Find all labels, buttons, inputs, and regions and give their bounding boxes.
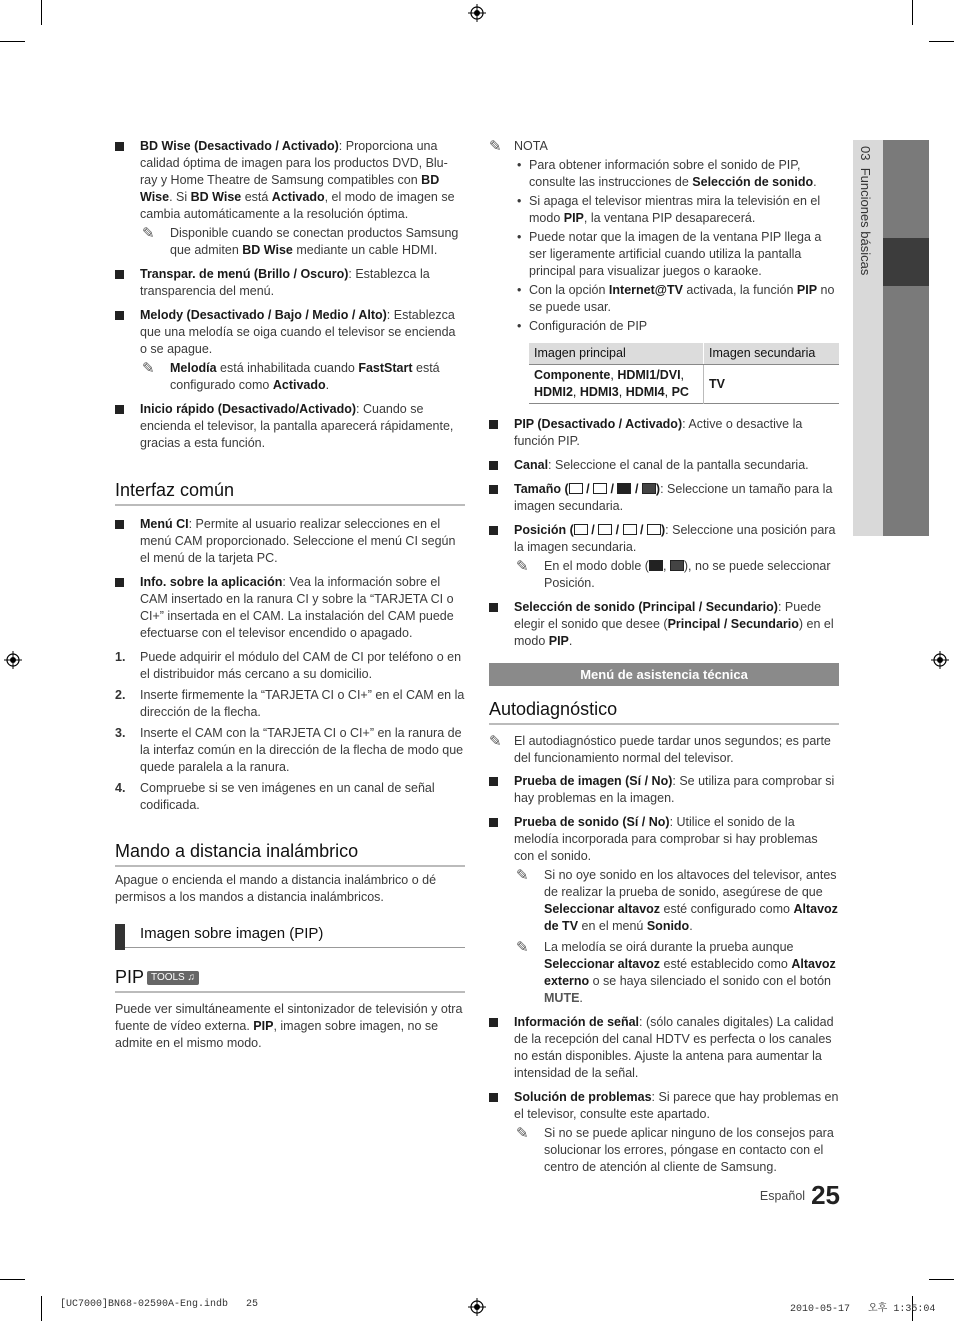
page-number: 25 [811,1180,840,1210]
pip-double-icon [617,483,631,494]
list-item: Info. sobre la aplicación: Vea la información sobre el CAM insertado en la ranura CI y sobre la “TARJETA CI o CI+” insertada en el CAM. La instalación del CAM puede efectuarse con el televisor encendido o apagado. [115,574,465,642]
list-item: Posición ( / / / ): Seleccione una posición para la imagen secundaria. ✎ En el modo doble ( , ), no se puede seleccionar Posición. [489,522,839,592]
paragraph: Puede ver simultáneamente el sintonizador de televisión y otra fuente de vídeo externa. PIP, imagen sobre imagen, no se admite en el mismo modo. [115,1002,463,1050]
crop-mark [41,1296,42,1321]
note: ✎ El autodiagnóstico puede tardar unos segundos; es parte del funcionamiento normal del televisor. [489,733,831,765]
square-bullet-icon [489,526,498,535]
list-item: BD Wise (Desactivado / Activado): Proporciona una calidad óptima de imagen para los productos DVD, Blu-ray y Home Theatre de Samsung compatibles con BD Wise. Si BD Wise está Activado, el modo de imagen se cambia automáticamente a la resolución óptima. ✎ Disponible cuando se conectan productos Samsung que admiten BD Wise mediante un cable HDMI. [115,138,465,259]
square-bullet-icon [489,485,498,494]
square-bullet-icon [489,420,498,429]
note: ✎ Melodía está inhabilitada cuando FastStart está configurado como Activado. [142,360,440,392]
note: ✎ La melodía se oirá durante la prueba aunque Seleccionar altavoz esté establecido como Altavoz externo o se haya silenciado el sonido con el botón MUTE. [516,939,836,1005]
list-item: Menú CI: Permite al usuario realizar selecciones en el menú CAM proporcionado. Seleccione el menú CI según el menú de la tarjeta PC. [115,516,465,567]
list-item: Prueba de imagen (Sí / No): Se utiliza para comprobar si hay problemas en la imagen. [489,773,839,807]
pip-double-icon [649,560,663,571]
square-bullet-icon [489,461,498,470]
pip-size-small-icon [569,483,583,494]
pip-double-wide-icon [670,560,684,571]
square-bullet-icon [115,578,124,587]
table-header-row [529,343,839,365]
table-cell: Componente, HDMI1/DVI, HDMI2, HDMI3, HDMI4, PC [529,365,704,404]
numbered-step: 1. Puede adquirir el módulo del CAM de CI por teléfono o en el distribuidor más cercano a su domicilio. [115,650,462,681]
print-slug-date: 2010-05-17 오후 1:35:04 [790,1304,936,1315]
numbered-step: 4. Compruebe si se ven imágenes en un canal de señal codificada. [115,781,435,812]
crop-mark [929,41,954,42]
note: ✎ Si no se puede aplicar ninguno de los consejos para solucionar los errores, póngase en contacto con el centro de atención al cliente de Samsung. [516,1125,834,1174]
list-item: Prueba de sonido (Sí / No): Utilice el sonido de la melodía incorporada para comprobar si hay problemas con el sonido. ✎ Si no oye sonido en los altavoces del televisor, antes de realizar la prueba de sonido, asegúrese de que Seleccionar altavoz esté configurado como Altavoz de TV en el menú Sonido. ✎ La melodía se oirá durante la prueba aunque Seleccionar altavoz esté establecido como Altavoz externo o se haya silenciado el sonido con el botón MUTE. [489,814,839,1007]
pip-double-wide-icon [642,483,656,494]
pencil-note-icon: ✎ [516,1125,529,1142]
list-item: • Para obtener información sobre el sonido de PIP, consulte las instrucciones de Selección de sonido. [517,158,817,189]
crop-mark [41,0,42,25]
note: ✎ Disponible cuando se conectan productos Samsung que admiten BD Wise mediante un cable HDMI. [142,225,459,257]
registration-mark-icon [468,1298,486,1316]
pip-config-table [529,343,839,404]
section-title: Mando a distancia inalámbrico [115,840,465,867]
section-title: PIP TOOLS ♫ [115,966,465,993]
list-item: Canal: Seleccione el canal de la pantalla secundaria. [489,457,839,474]
chapter-tab-bar [883,140,929,536]
pip-size-large-icon [593,483,607,494]
chapter-label: 03 Funciones básicas [858,146,873,276]
pencil-note-icon: ✎ [516,939,529,956]
pencil-note-icon: ✎ [489,733,502,750]
square-bullet-icon [115,311,124,320]
square-bullet-icon [115,405,124,414]
square-bullet-icon [489,818,498,827]
list-item: Solución de problemas: Si parece que hay problemas en el televisor, consulte este apartado. ✎ Si no se puede aplicar ninguno de los consejos para solucionar los errores, póngase en contacto con el centro de atención al cliente de Samsung. [489,1089,839,1176]
table-header: Imagen principal [529,343,704,365]
table-cell: TV [709,376,725,391]
square-bullet-icon [489,1018,498,1027]
list-item: PIP (Desactivado / Activado): Active o desactive la función PIP. [489,416,839,450]
list-item: Información de señal: (sólo canales digitales) La calidad de la recepción del canal HDTV es perfecta o los canales no están disponibles. Ajuste la antena para aumentar la intensidad de la señal. [489,1014,839,1082]
chapter-tab-marker [883,238,929,286]
numbered-step: 2. Inserte firmemente la “TARJETA CI o CI+” en el CAM en la dirección de la flecha. [115,688,465,719]
list-item: • Puede notar que la imagen de la ventana PIP llega a ser ligeramente artificial cuando utiliza la pantalla principal para visualizar juegos o karaoke. [517,230,822,278]
note: ✎ En el modo doble ( , ), no se puede seleccionar Posición. [516,558,831,590]
registration-mark-icon [931,651,949,669]
right-column [489,138,839,1183]
pip-position-top-right-icon [598,524,612,535]
square-bullet-icon [489,777,498,786]
print-slug-file: [UC7000]BN68-02590A-Eng.indb 25 [60,1299,259,1310]
square-bullet-icon [489,1093,498,1102]
page-footer [700,1180,840,1211]
list-item: Melody (Desactivado / Bajo / Medio / Alto): Establezca que una melodía se oiga cuando el televisor se encienda o se apague. ✎ Melodía está inhabilitada cuando FastStart está configurado como Activado. [115,307,465,394]
section-title: Interfaz común [115,479,465,506]
list-item: Tamaño ( / / / ): Seleccione un tamaño para la imagen secundaria. [489,481,839,515]
square-bullet-icon [115,520,124,529]
pip-position-top-left-icon [623,524,637,535]
paragraph: Apague o encienda el mando a distancia inalámbrico o dé permisos a los mandos a distancia inalámbricos. [115,873,437,904]
language-label: Español [759,1189,806,1203]
pencil-note-icon: ✎ [516,867,529,884]
registration-mark-icon [4,651,22,669]
list-item: • Si apaga el televisor mientras mira la televisión en el modo PIP, la ventana PIP desaparecerá. [517,194,821,225]
list-item: Inicio rápido (Desactivado/Activado): Cuando se encienda el televisor, la pantalla aparecerá rápidamente, gracias a esta función. [115,401,465,452]
pip-position-bottom-right-icon [647,524,661,535]
pencil-note-icon: ✎ [142,360,155,377]
square-bullet-icon [489,603,498,612]
list-item: Selección de sonido (Principal / Secundario): Puede elegir el sonido que desee (Principal / Secundario) en el modo PIP. [489,599,839,650]
note-heading: ✎ NOTA [489,138,548,155]
square-bullet-icon [115,142,124,151]
left-column [115,138,465,1056]
section-banner: Menú de asistencia técnica [489,663,839,686]
list-item: • Configuración de PIP [517,319,648,333]
list-item: • Con la opción Internet@TV activada, la función PIP no se puede usar. [517,283,835,314]
crop-mark [0,1279,25,1280]
pencil-note-icon: ✎ [142,225,155,242]
tools-badge: TOOLS ♫ [147,971,199,985]
crop-mark [929,1279,954,1280]
square-bullet-icon [115,270,124,279]
pencil-note-icon: ✎ [489,138,502,155]
subsection-title: Imagen sobre imagen (PIP) [115,924,465,948]
pip-position-bottom-left-icon [574,524,588,535]
section-title: Autodiagnóstico [489,698,839,725]
numbered-step: 3. Inserte el CAM con la “TARJETA CI o CI+” en la ranura de la interfaz común en la dirección de la flecha de modo que quede paralela a la ranura. [115,726,464,774]
crop-mark [0,41,25,42]
note: ✎ Si no oye sonido en los altavoces del televisor, antes de realizar la prueba de sonido, asegúrese de que Seleccionar altavoz esté configurado como Altavoz de TV en el menú Sonido. [516,867,838,933]
table-row [529,365,839,404]
list-item: Transpar. de menú (Brillo / Oscuro): Establezca la transparencia del menú. [115,266,465,300]
registration-mark-icon [468,4,486,22]
table-header: Imagen secundaria [704,343,840,365]
pencil-note-icon: ✎ [516,558,529,575]
crop-mark [912,0,913,25]
subsection-bar [115,924,125,950]
